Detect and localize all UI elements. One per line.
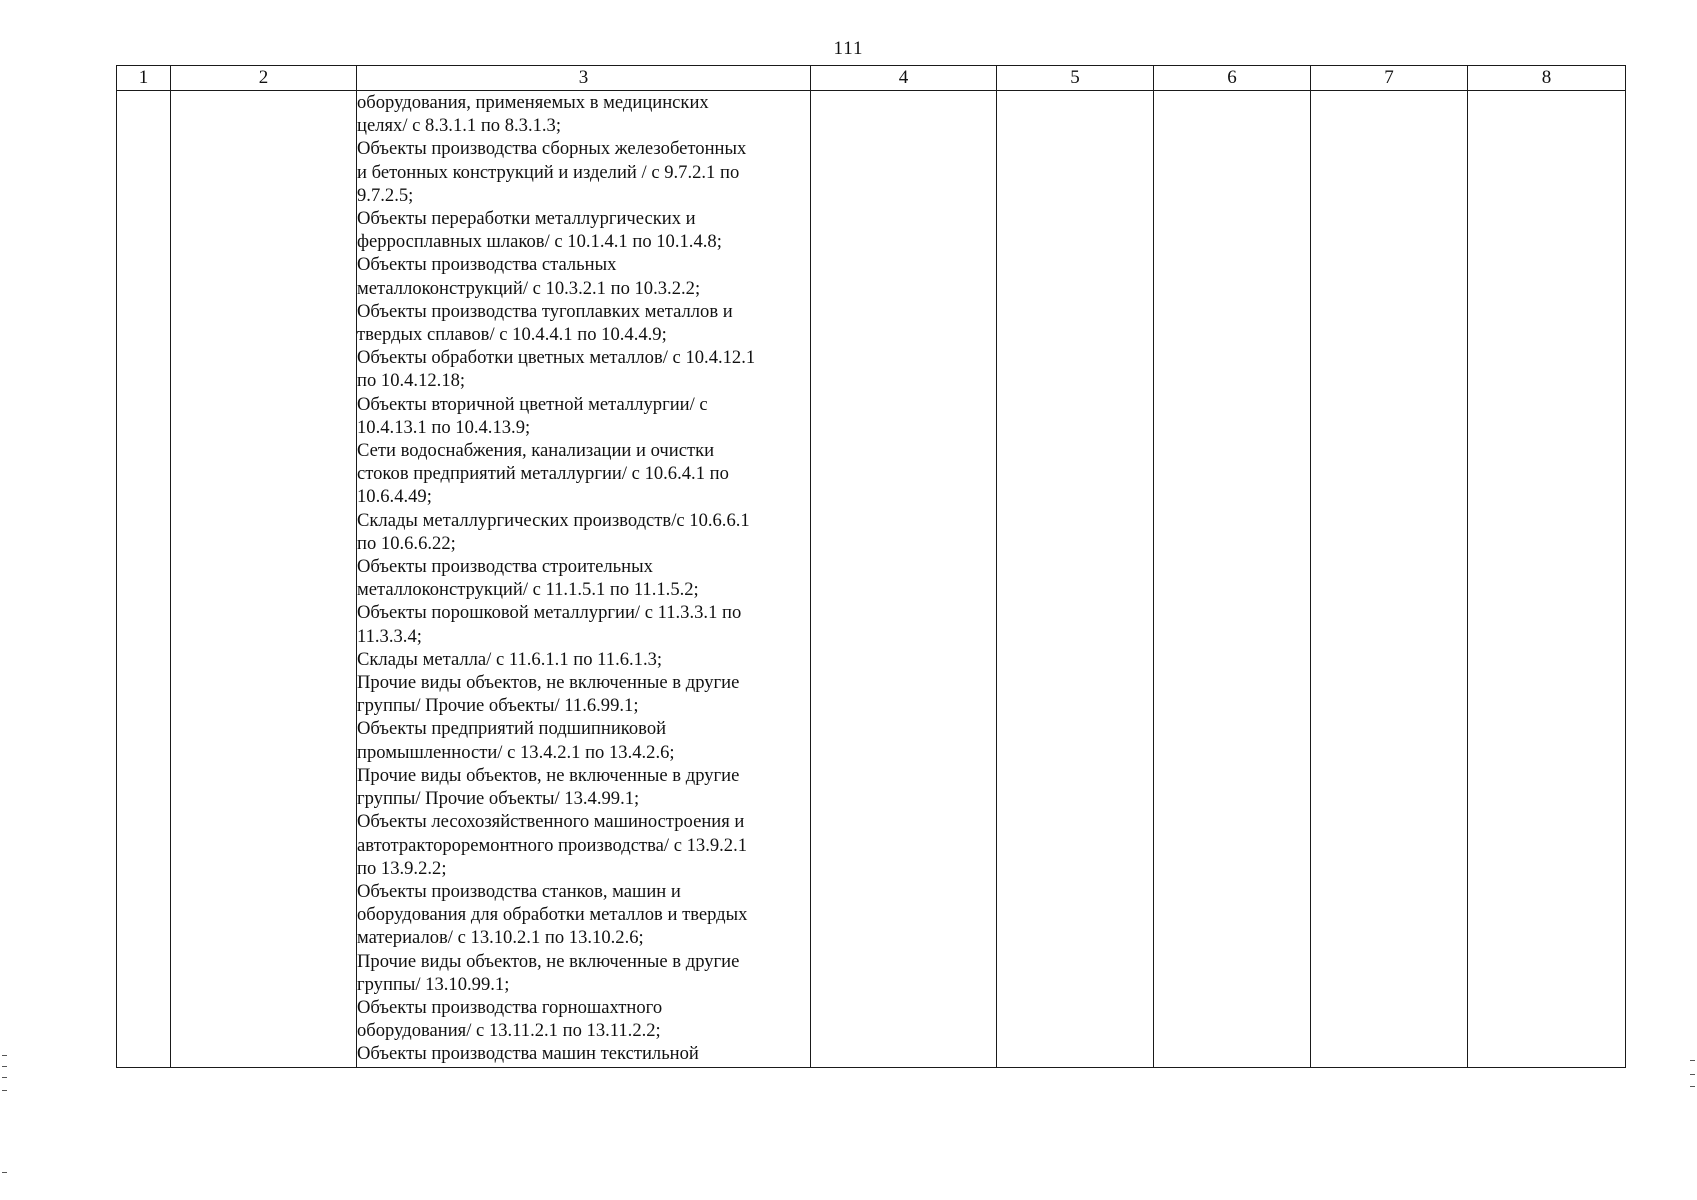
scan-edge-mark xyxy=(2,1055,7,1056)
page-number: 111 xyxy=(833,38,864,59)
table-row xyxy=(117,91,1626,1068)
cell-col-3-object-list xyxy=(357,91,811,1068)
list-line: группы/ Прочие объекты/ 11.6.99.1; xyxy=(357,695,639,717)
list-line: Объекты производства стальных xyxy=(357,254,617,276)
list-line: промышленности/ с 13.4.2.1 по 13.4.2.6; xyxy=(357,741,675,763)
list-line: группы/ Прочие объекты/ 13.4.99.1; xyxy=(357,788,640,810)
list-line: материалов/ с 13.10.2.1 по 13.10.2.6; xyxy=(357,927,644,949)
scan-edge-mark xyxy=(2,1172,7,1173)
cell-col-7 xyxy=(1311,91,1468,1068)
cell-col-1 xyxy=(117,91,171,1068)
list-line: Объекты вторичной цветной металлургии/ с xyxy=(357,393,708,415)
scan-edge-mark xyxy=(2,1066,7,1067)
list-line: оборудования для обработки металлов и твердых xyxy=(357,904,748,926)
list-line: Склады металлургических производств/с 10.6.6.1 xyxy=(357,509,750,531)
cell-col-6 xyxy=(1154,91,1311,1068)
list-line: и бетонных конструкций и изделий / с 9.7.2.1 по xyxy=(357,161,740,183)
list-line: Объекты производства станков, машин и xyxy=(357,880,681,902)
column-header-1: 1 xyxy=(117,66,171,91)
list-line: Склады металла/ с 11.6.1.1 по 11.6.1.3; xyxy=(357,648,663,670)
column-header-3: 3 xyxy=(357,66,811,91)
scan-edge-mark xyxy=(2,1090,7,1091)
column-number-row xyxy=(117,66,1626,91)
column-header-5: 5 xyxy=(997,66,1154,91)
list-line: Прочие виды объектов, не включенные в другие xyxy=(357,950,740,972)
list-line: группы/ 13.10.99.1; xyxy=(357,973,510,995)
list-line: Объекты производства строительных xyxy=(357,556,653,578)
list-line: автотрактороремонтного производства/ с 13.9.2.1 xyxy=(357,834,748,856)
list-line: по 10.4.12.18; xyxy=(357,370,466,392)
cell-col-5 xyxy=(997,91,1154,1068)
column-header-4: 4 xyxy=(811,66,997,91)
list-line: по 13.9.2.2; xyxy=(357,857,447,879)
column-header-6: 6 xyxy=(1154,66,1311,91)
list-line: Сети водоснабжения, канализации и очистки xyxy=(357,440,715,462)
list-line: Объекты предприятий подшипниковой xyxy=(357,718,667,740)
list-line: по 10.6.6.22; xyxy=(357,532,456,554)
list-line: 10.4.13.1 по 10.4.13.9; xyxy=(357,416,531,438)
list-line: 9.7.2.5; xyxy=(357,184,414,206)
list-line: 11.3.3.4; xyxy=(357,625,422,647)
list-line: ферросплавных шлаков/ с 10.1.4.1 по 10.1.4.8; xyxy=(357,231,722,253)
scan-edge-mark xyxy=(1690,1074,1695,1075)
list-line: Прочие виды объектов, не включенные в другие xyxy=(357,764,740,786)
list-line: целях/ с 8.3.1.1 по 8.3.1.3; xyxy=(357,115,562,137)
list-line: Объекты обработки цветных металлов/ с 10.4.12.1 xyxy=(357,347,756,369)
list-line: твердых сплавов/ с 10.4.4.1 по 10.4.4.9; xyxy=(357,324,667,346)
column-header-2: 2 xyxy=(171,66,357,91)
scan-edge-mark xyxy=(2,1077,7,1078)
scan-edge-mark xyxy=(1690,1086,1695,1087)
list-line: 10.6.4.49; xyxy=(357,486,432,508)
list-line: Объекты производства тугоплавких металлов и xyxy=(357,300,733,322)
list-line: Объекты производства горношахтного xyxy=(357,996,663,1018)
list-line: Прочие виды объектов, не включенные в другие xyxy=(357,672,740,694)
list-line: Объекты производства сборных железобетонных xyxy=(357,138,747,160)
list-line: Объекты переработки металлургических и xyxy=(357,208,696,230)
scan-edge-mark xyxy=(1690,1060,1695,1061)
list-line: Объекты лесохозяйственного машиностроения и xyxy=(357,811,745,833)
list-line: стоков предприятий металлургии/ с 10.6.4.1 по xyxy=(357,463,729,485)
list-line: Объекты производства машин текстильной xyxy=(357,1043,699,1065)
register-table xyxy=(116,65,1626,1068)
column-header-7: 7 xyxy=(1311,66,1468,91)
list-line: Объекты порошковой металлургии/ с 11.3.3.1 по xyxy=(357,602,742,624)
list-line: оборудования, применяемых в медицинских xyxy=(357,92,709,113)
cell-col-8 xyxy=(1468,91,1626,1068)
list-line: оборудования/ с 13.11.2.1 по 13.11.2.2; xyxy=(357,1020,661,1042)
cell-col-4 xyxy=(811,91,997,1068)
cell-col-2 xyxy=(171,91,357,1068)
list-line: металлоконструкций/ с 10.3.2.1 по 10.3.2.2; xyxy=(357,277,701,299)
list-line: металлоконструкций/ с 11.1.5.1 по 11.1.5.2; xyxy=(357,579,699,601)
column-header-8: 8 xyxy=(1468,66,1626,91)
